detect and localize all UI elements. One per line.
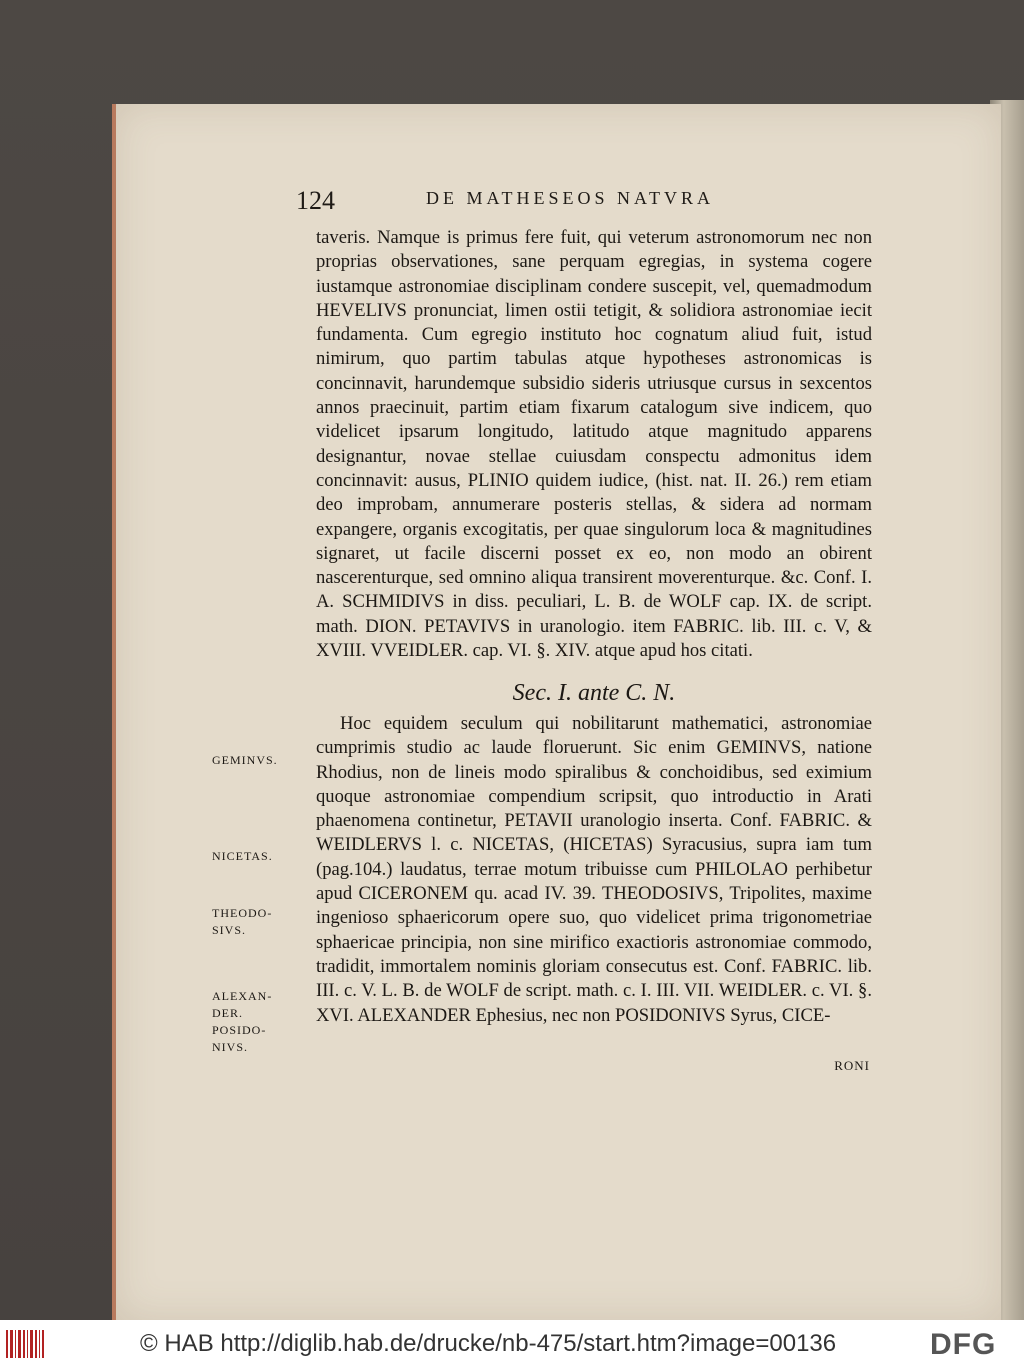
margin-note-geminus: GEMINVS. [212, 753, 278, 767]
paragraph-text: Hoc equidem seculum qui nobilitarunt mathematici, astronomiae cumprimis studio ac laude floruerunt. Sic enim GEMINVS, natione Rhodius, non de lineis modo spiralibus & conchoidibus, sed eximium quoque astronomiae compendium scripsit, quo introductio in Arati phaenomena continetur, PETAVII uranologio inserta. Conf. FABRIC. & WEIDLERVS l. c. NICETAS, (HICETAS) Syracusius, supra iam tum (pag.104.) laudatus, terrae motum tribuisse cum PHILOLAO perhibetur apud CICERONEM qu. acad IV. 39. THEODOSIVS, Tripolites, maxime ingenioso sphaericorum opere suo, quo videlicet prima trigonometriae sphaericae principia, non sine mirifico exactioris astronomiae commodo, tradidit, immortalem nominis gloriam consecutus est. Conf. FABRIC. lib. III. c. V. L. B. de WOLF de script. math. c. I. III. VII. WEIDLER. c. VI. §. XVI. ALEXANDER Ephesius, nec non POSIDONIVS Syrus, CICE- [316, 713, 872, 1026]
footer-bar [0, 1320, 1024, 1368]
page-number: 124 [296, 186, 335, 215]
copyright-link[interactable]: © HAB http://diglib.hab.de/drucke/nb-475/start.htm?image=00136 [140, 1330, 837, 1357]
hab-barcode-icon [4, 1328, 46, 1360]
margin-note-alexander-posidonius: ALEXAN- DER. POSIDO- NIVS. [212, 989, 273, 1054]
section-heading: Sec. I. ante C. N. [512, 680, 676, 706]
body-paragraph-2 [316, 712, 872, 1028]
margin-note-theodosius: THEODO- SIVS. [212, 906, 273, 937]
paragraph-text: taveris. Namque is primus fere fuit, qui veterum astronomorum nec non proprias observationes, sane perquam egregias, in systema cogere iustamque astronomiae disciplinam condere suscepit, vel, quemadmodum HEVELIVS pronunciat, limen ostii tetigit, & solidiora astronomiae iecit fundamenta. Cum egregio instituto hoc cognatum aliud fuit, istud nimirum, quo partim tabulas atque hypotheses astronomicas is concinnavit, harundemque subsidio sideris utriusque cursus in sexcentos annos praecinuit, partim etiam fixarum catalogum sive indicem, quo videlicet ipsarum longitudo, latitudo atque magnitudo apparens designantur, novae stellae cuiusdam conspectu admonitus idem concinnavit: ausus, PLINIO quidem iudice, (hist. nat. II. 26.) rem etiam deo improbam, annumerare posteris stellas, & sidera ad normam expangere, organis excogitatis, per quae singulorum loca & magnitudines signaret, ut facile discerni posset ex eo, non modo an obirent nascerenturque, sed omnino aliqua transirent moverenturque. &c. Conf. I. A. SCHMIDIVS in diss. peculiari, L. B. de WOLF cap. IX. de script. math. DION. PETAVIVS in uranologio. item FABRIC. lib. III. c. V, & XVIII. VVEIDLER. cap. VI. §. XIV. atque apud hos citati. [316, 227, 872, 662]
page-header [296, 186, 856, 216]
dfg-logo: DFG [930, 1328, 997, 1361]
catchword: RONI [834, 1058, 870, 1073]
margin-note-nicetas: NICETAS. [212, 849, 273, 863]
running-title: DE MATHESEOS NATVRA [426, 188, 715, 208]
body-paragraph-1 [316, 226, 872, 663]
